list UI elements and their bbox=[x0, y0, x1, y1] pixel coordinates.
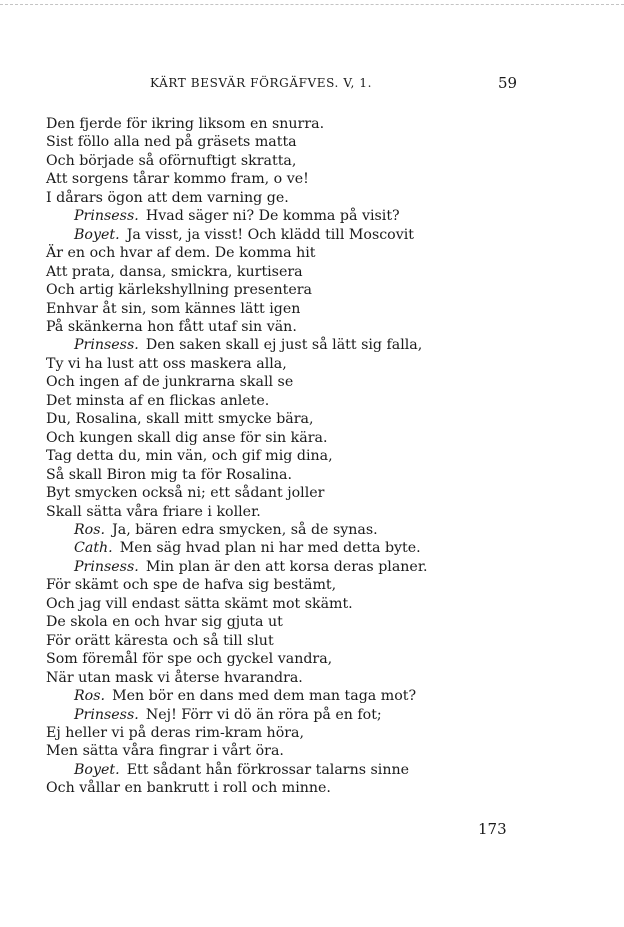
line-text: Att prata, dansa, smickra, kurtisera bbox=[46, 263, 303, 280]
speaker-name: Prinsess. bbox=[74, 558, 139, 575]
speaker-name: Cath. bbox=[74, 540, 113, 557]
line-text: Det minsta af en flickas anlete. bbox=[46, 392, 270, 409]
line-text: På skänkerna hon fått utaf sin vän. bbox=[46, 318, 297, 335]
page-number: 59 bbox=[498, 74, 518, 92]
line-text: Byt smycken också ni; ett sådant joller bbox=[46, 485, 325, 502]
line-text: Sist föllo alla ned på gräsets matta bbox=[46, 134, 297, 151]
line-text: Tag detta du, min vän, och gif mig dina, bbox=[46, 448, 333, 465]
signature-number: 173 bbox=[478, 820, 507, 838]
line-text: För skämt och spe de hafva sig bestämt, bbox=[46, 577, 337, 594]
line-text: Och kungen skall dig anse för sin kära. bbox=[46, 429, 328, 446]
line-text: Att sorgens tårar kommo fram, o ve! bbox=[46, 171, 309, 188]
line-text: Och jag vill endast sätta skämt mot skämt. bbox=[46, 595, 353, 612]
line-text: Enhvar åt sin, som kännes lätt igen bbox=[46, 300, 301, 317]
verse-line bbox=[46, 650, 586, 668]
verse-line bbox=[46, 115, 586, 133]
header-title: KÄRT BESVÄR FÖRGÄFVES. V, 1. bbox=[150, 76, 373, 90]
speech-line bbox=[46, 226, 586, 244]
speaker-name: Prinsess. bbox=[74, 337, 139, 354]
line-text: Min plan är den att korsa deras planer. bbox=[145, 558, 428, 575]
line-text: Ja visst, ja visst! Och klädd till Moscovit bbox=[126, 226, 414, 243]
verse-line bbox=[46, 300, 586, 318]
line-text: Och började så oförnuftigt skratta, bbox=[46, 152, 297, 169]
verse-line bbox=[46, 189, 586, 207]
verse-line bbox=[46, 152, 586, 170]
verse-line bbox=[46, 170, 586, 188]
line-text: Så skall Biron mig ta för Rosalina. bbox=[46, 466, 293, 483]
speech-line bbox=[46, 687, 586, 705]
speaker-name: Boyet. bbox=[74, 761, 120, 778]
verse-text bbox=[46, 115, 586, 798]
speech-line bbox=[46, 558, 586, 576]
verse-line bbox=[46, 429, 586, 447]
verse-line bbox=[46, 613, 586, 631]
line-text: Ett sådant hån förkrossar talarns sinne bbox=[126, 761, 409, 778]
line-text: Hvad säger ni? De komma på visit? bbox=[145, 208, 400, 225]
verse-line bbox=[46, 576, 586, 594]
scan-edge-rule bbox=[0, 4, 624, 5]
speaker-name: Boyet. bbox=[74, 226, 120, 243]
line-text: När utan mask vi återse hvarandra. bbox=[46, 669, 303, 686]
speaker-name: Ros. bbox=[74, 688, 106, 705]
speech-line bbox=[46, 207, 586, 225]
speech-line bbox=[46, 539, 586, 557]
line-text: I dårars ögon att dem varning ge. bbox=[46, 189, 289, 206]
verse-line bbox=[46, 724, 586, 742]
speech-line bbox=[46, 336, 586, 354]
verse-line bbox=[46, 484, 586, 502]
verse-line bbox=[46, 355, 586, 373]
line-text: Men säg hvad plan ni har med detta byte. bbox=[119, 540, 421, 557]
line-text: Och vållar en bankrutt i roll och minne. bbox=[46, 780, 331, 797]
line-text: För orätt käresta och så till slut bbox=[46, 632, 274, 649]
verse-line bbox=[46, 447, 586, 465]
speech-line bbox=[46, 706, 586, 724]
line-text: Den fjerde för ikring liksom en snurra. bbox=[46, 116, 325, 132]
verse-line bbox=[46, 466, 586, 484]
line-text: Är en och hvar af dem. De komma hit bbox=[46, 245, 316, 262]
verse-line bbox=[46, 779, 586, 797]
line-text: Skall sätta våra friare i koller. bbox=[46, 503, 261, 520]
verse-line bbox=[46, 244, 586, 262]
line-text: Men bör en dans med dem man taga mot? bbox=[112, 688, 417, 705]
verse-line bbox=[46, 742, 586, 760]
verse-line bbox=[46, 281, 586, 299]
line-text: Som föremål för spe och gyckel vandra, bbox=[46, 651, 333, 668]
verse-line bbox=[46, 318, 586, 336]
verse-line bbox=[46, 133, 586, 151]
line-text: Ej heller vi på deras rim-kram höra, bbox=[46, 724, 304, 741]
verse-line bbox=[46, 410, 586, 428]
speaker-name: Prinsess. bbox=[74, 706, 139, 723]
running-header bbox=[0, 72, 624, 94]
verse-line bbox=[46, 503, 586, 521]
verse-line bbox=[46, 392, 586, 410]
speaker-name: Prinsess. bbox=[74, 208, 139, 225]
verse-line bbox=[46, 595, 586, 613]
line-text: Och artig kärlekshyllning presentera bbox=[46, 282, 312, 299]
verse-line bbox=[46, 669, 586, 687]
line-text: Nej! Förr vi dö än röra på en fot; bbox=[145, 706, 382, 723]
verse-line bbox=[46, 632, 586, 650]
line-text: Och ingen af de junkrarna skall se bbox=[46, 374, 294, 391]
line-text: Du, Rosalina, skall mitt smycke bära, bbox=[46, 411, 314, 428]
line-text: Men sätta våra fingrar i vårt öra. bbox=[46, 743, 284, 760]
verse-line bbox=[46, 263, 586, 281]
line-text: Ty vi ha lust att oss maskera alla, bbox=[46, 355, 287, 372]
verse-line bbox=[46, 373, 586, 391]
line-text: De skola en och hvar sig gjuta ut bbox=[46, 614, 283, 631]
speech-line bbox=[46, 521, 586, 539]
line-text: Ja, bären edra smycken, så de synas. bbox=[112, 521, 378, 538]
speaker-name: Ros. bbox=[74, 521, 106, 538]
line-text: Den saken skall ej just så lätt sig falla, bbox=[145, 337, 423, 354]
speech-line bbox=[46, 761, 586, 779]
